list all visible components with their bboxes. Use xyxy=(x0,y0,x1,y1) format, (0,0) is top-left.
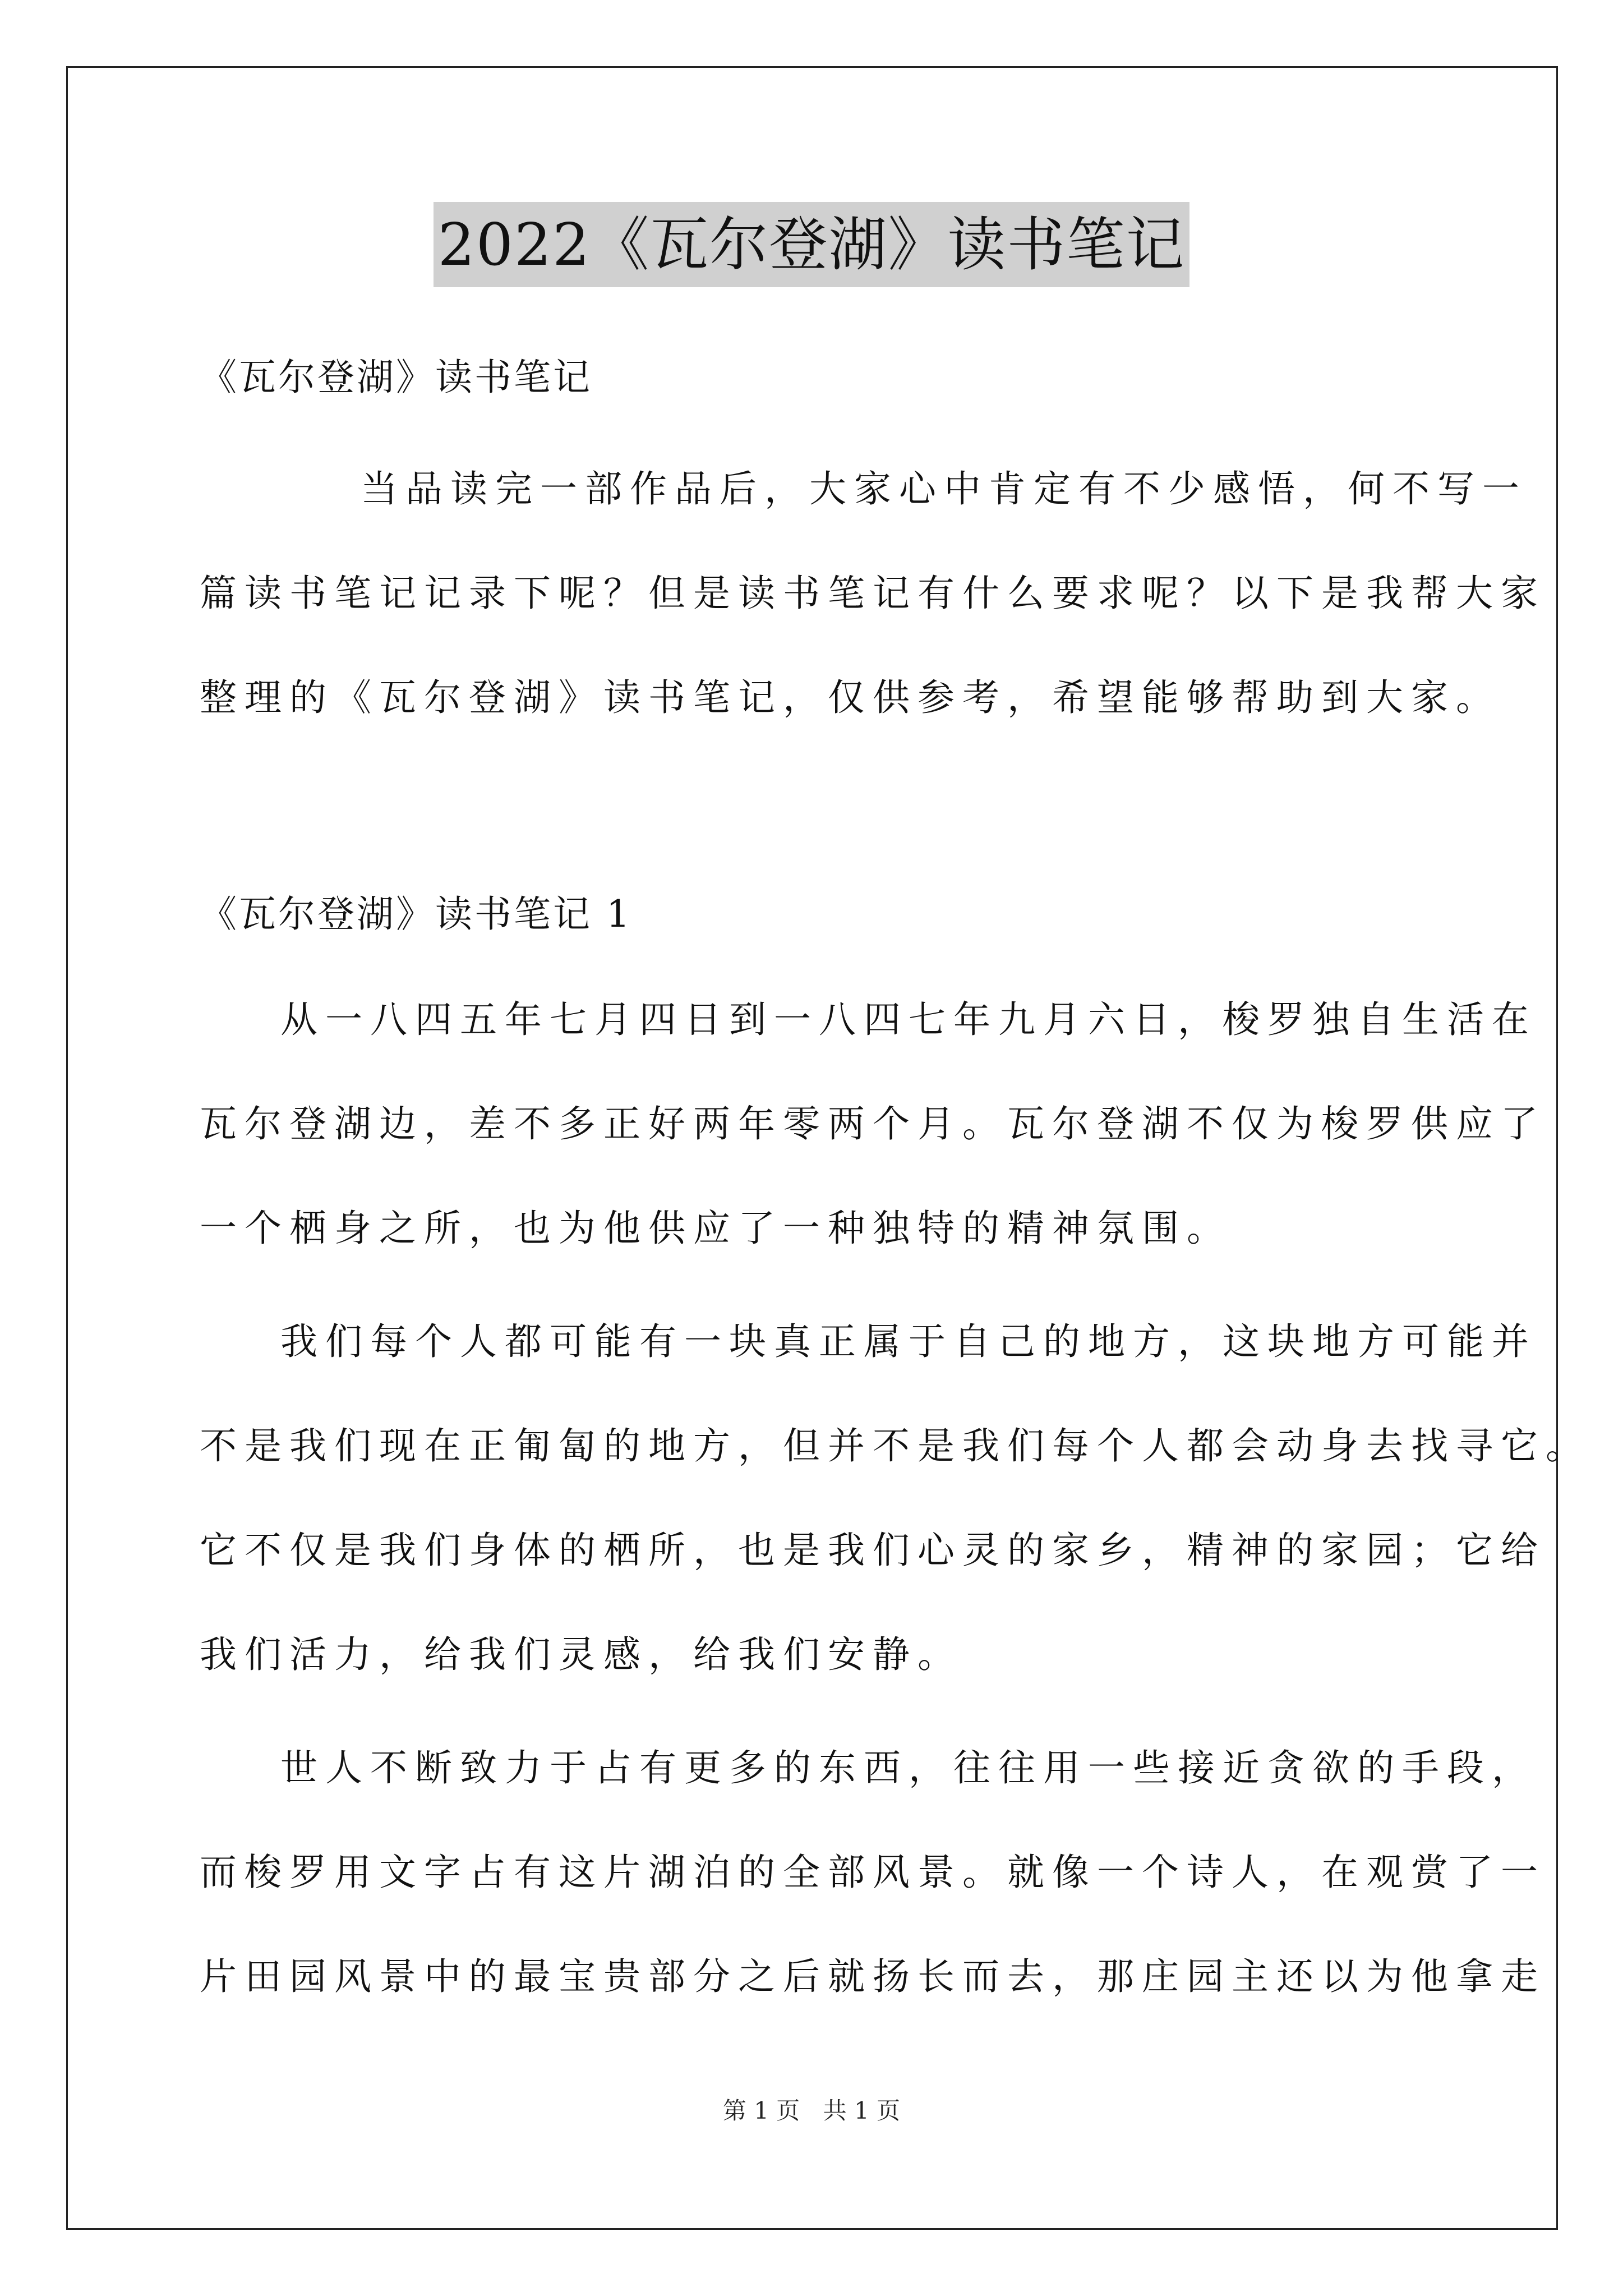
paragraph-2-line-1: 我们每个人都可能有一块真正属于自己的地方，这块地方可能并 xyxy=(280,1320,1537,1363)
section-heading: 《瓦尔登湖》读书笔记 1 xyxy=(200,892,632,936)
paragraph-2-line-4: 我们活力，给我们灵感，给我们安静。 xyxy=(200,1633,962,1676)
page-total: 共 1 页 xyxy=(823,2097,901,2124)
page-footer xyxy=(0,2095,1623,2127)
intro-line-1: 当品读完一部作品后，大家心中肯定有不少感悟，何不写一 xyxy=(361,467,1527,510)
paragraph-2-line-2: 不是我们现在正匍匐的地方，但并不是我们每个人都会动身去找寻它。 xyxy=(200,1424,1590,1467)
page-number: 第 1 页 xyxy=(722,2097,800,2124)
paragraph-1-line-1: 从一八四五年七月四日到一八四七年九月六日，梭罗独自生活在 xyxy=(280,998,1537,1041)
document-title: 2022《瓦尔登湖》读书笔记 xyxy=(434,202,1190,287)
title-container xyxy=(0,202,1623,287)
intro-line-2: 篇读书笔记记录下呢？但是读书笔记有什么要求呢？以下是我帮大家 xyxy=(200,572,1546,615)
paragraph-3-line-2: 而梭罗用文字占有这片湖泊的全部风景。就像一个诗人，在观赏了一 xyxy=(200,1851,1546,1894)
subtitle: 《瓦尔登湖》读书笔记 xyxy=(200,356,592,399)
paragraph-3-line-1: 世人不断致力于占有更多的东西，往往用一些接近贪欲的手段， xyxy=(280,1746,1537,1789)
intro-line-3: 整理的《瓦尔登湖》读书笔记，仅供参考，希望能够帮助到大家。 xyxy=(200,676,1501,719)
paragraph-1-line-2: 瓦尔登湖边，差不多正好两年零两个月。瓦尔登湖不仅为梭罗供应了 xyxy=(200,1102,1546,1145)
paragraph-1-line-3: 一个栖身之所，也为他供应了一种独特的精神氛围。 xyxy=(200,1207,1232,1250)
paragraph-3-line-3: 片田园风景中的最宝贵部分之后就扬长而去，那庄园主还以为他拿走 xyxy=(200,1955,1546,1998)
paragraph-2-line-3: 它不仅是我们身体的栖所，也是我们心灵的家乡，精神的家园；它给 xyxy=(200,1529,1546,1572)
